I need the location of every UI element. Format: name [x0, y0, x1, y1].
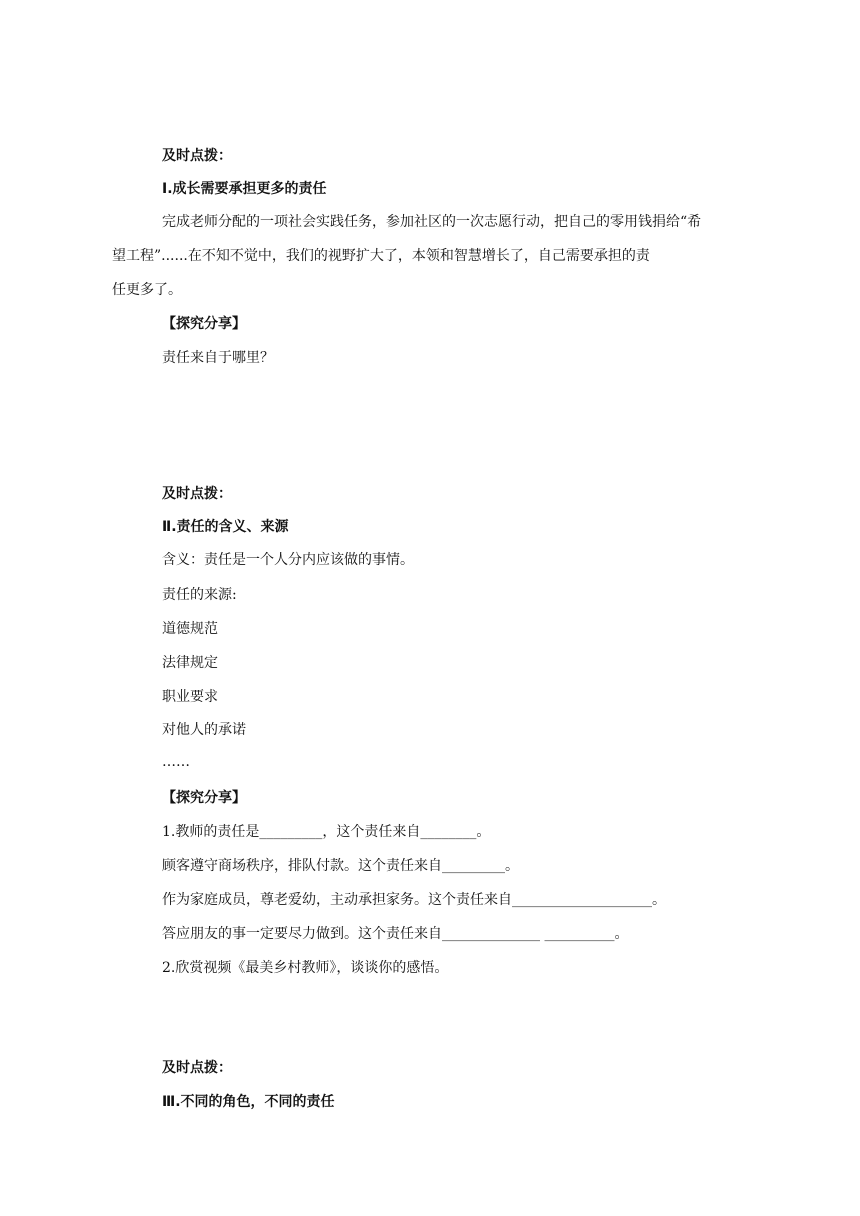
- exercise-item: 答应朋友的事一定要尽力做到。这个责任来自______________ __________。: [162, 926, 629, 942]
- exercise-item: 2.欣赏视频《最美乡村教师》，谈谈你的感悟。: [162, 960, 449, 976]
- tip-heading: 及时点拨：: [162, 1060, 232, 1076]
- source-item: 法律规定: [162, 655, 218, 671]
- exercise-item: 作为家庭成员，尊老爱幼，主动承担家务。这个责任来自____________________。: [162, 892, 666, 908]
- tip-heading: 及时点拨：: [162, 148, 232, 164]
- source-item: 职业要求: [162, 689, 218, 705]
- paragraph-line: 望工程”......在不知不觉中，我们的视野扩大了，本领和智慧增长了，自己需要承担的责: [112, 248, 650, 264]
- exercise-item: 顾客遵守商场秩序，排队付款。这个责任来自_________。: [162, 858, 519, 874]
- source-item: 对他人的承诺: [162, 722, 246, 738]
- source-heading: 责任的来源:: [162, 587, 237, 603]
- paragraph-line: 完成老师分配的一项社会实践任务，参加社区的一次志愿行动，把自己的零用钱捐给“希: [162, 214, 702, 230]
- paragraph-line: 任更多了。: [112, 282, 182, 298]
- ellipsis-text: ……: [162, 754, 190, 770]
- exercise-item: 1.教师的责任是_________，这个责任来自________。: [162, 824, 491, 840]
- definition-text: 含义：责任是一个人分内应该做的事情。: [162, 552, 414, 568]
- section-title: Ⅲ.不同的角色，不同的责任: [162, 1094, 335, 1110]
- question-text: 责任来自于哪里？: [162, 350, 274, 366]
- explore-heading: 【探究分享】: [162, 790, 246, 806]
- explore-heading: 【探究分享】: [162, 316, 246, 332]
- source-item: 道德规范: [162, 621, 218, 637]
- tip-heading: 及时点拨：: [162, 486, 232, 502]
- section-title: Ⅱ.责任的含义、来源: [162, 519, 289, 535]
- section-title: Ⅰ.成长需要承担更多的责任: [162, 181, 327, 197]
